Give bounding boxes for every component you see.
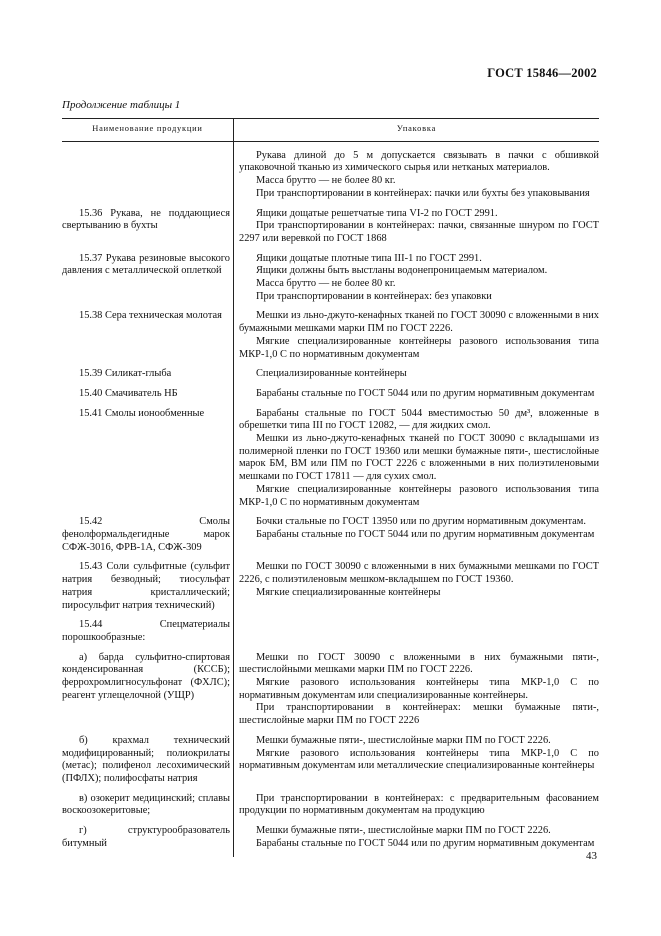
product-name-cell <box>62 208 234 253</box>
packaging-cell <box>234 208 600 253</box>
packaging-paragraph: Мешки из льно-джуто-кенафных тканей по ГОСТ 30090 с вложенными в них бумажными мешками марки ПМ по ГОСТ 2226. <box>239 310 599 335</box>
table-body <box>62 141 599 857</box>
packaging-cell <box>234 310 600 368</box>
product-name-text: 15.36 Рукава, не поддающиеся свертыванию в бухты <box>62 207 230 232</box>
product-name-text: 15.37 Рукава резиновые высокого давления с металлической оплеткой <box>62 252 230 277</box>
packaging-paragraph: Барабаны стальные по ГОСТ 5044 или по другим нормативным документам <box>256 528 595 540</box>
product-name-text: 15.39 Силикат-глыба <box>79 368 172 380</box>
packaging-paragraph: Ящики дощатые плотные типа III-1 по ГОСТ 2991. <box>256 252 482 264</box>
packaging-paragraph: Бочки стальные по ГОСТ 13950 или по другим нормативным документам. <box>256 516 586 528</box>
table-row <box>62 408 599 517</box>
product-name-text: 15.44 Спецматериалы порошкообразные: <box>62 619 230 643</box>
column-header-product: Наименование продукции <box>62 119 234 142</box>
packaging-paragraph: Специализированные контейнеры <box>256 368 407 380</box>
packaging-paragraph: Барабаны стальные по ГОСТ 5044 вместимостью 50 дм³, вложенные в обрешетки типа III по ГОСТ 12082, — для жидких смол. <box>239 407 599 432</box>
packaging-paragraph: Мешки бумажные пяти-, шестислойные марки ПМ по ГОСТ 2226. <box>256 734 551 746</box>
packaging-paragraph: Масса брутто — не более 80 кг. <box>256 278 396 290</box>
packaging-paragraph: Мешки по ГОСТ 30090 с вложенными в них бумажными пяти-, шестислойными мешками марки ПМ по ГОСТ 2226. <box>239 651 599 676</box>
product-name-cell <box>62 310 234 368</box>
standard-code: ГОСТ 15846—2002 <box>487 66 597 80</box>
product-name-cell <box>62 388 234 408</box>
packaging-paragraph: Барабаны стальные по ГОСТ 5044 или по другим нормативным документам <box>256 837 595 849</box>
table-row <box>62 735 599 793</box>
packaging-cell <box>234 619 600 651</box>
packaging-paragraph: Мягкие специализированные контейнеры разового использования типа МКР-1,0 С по нормативным документам <box>239 335 599 360</box>
table-row <box>62 368 599 388</box>
product-packaging-table <box>62 118 599 857</box>
packaging-cell <box>234 561 600 619</box>
packaging-cell <box>234 408 600 517</box>
table-row <box>62 208 599 253</box>
packaging-paragraph: При транспортировании в контейнерах: без упаковки <box>256 290 492 302</box>
product-name-cell <box>62 825 234 857</box>
table-row <box>62 388 599 408</box>
product-name-cell <box>62 652 234 735</box>
packaging-paragraph: Мягкие разового использования контейнеры типа МКР-1,0 С по нормативным документам или металлические специализированные контейнеры <box>239 747 599 772</box>
table-row <box>62 825 599 857</box>
product-name-text: в) озокерит медицинский; сплавы воскоозокеритовые; <box>62 792 230 817</box>
product-name-text: 15.38 Сера техническая молотая <box>79 310 222 322</box>
product-name-text: 15.40 Смачиватель НБ <box>79 387 178 399</box>
packaging-paragraph: Ящики должны быть выстланы водонепроницаемым материалом. <box>256 265 548 277</box>
packaging-paragraph: При транспортировании в контейнерах: пачки, связанные шнуром по ГОСТ 2297 или веревкой по ГОСТ 1868 <box>239 220 599 244</box>
product-name-cell <box>62 368 234 388</box>
packaging-paragraph: Мягкие разового использования контейнеры типа МКР-1,0 С по нормативным документам или специализированные контейнеры. <box>239 677 599 701</box>
table-row <box>62 141 599 207</box>
packaging-cell <box>234 825 600 857</box>
packaging-cell <box>234 388 600 408</box>
packaging-cell <box>234 516 600 561</box>
packaging-paragraph: Мешки по ГОСТ 30090 с вложенными в них бумажными мешками по ГОСТ 2226, с полиэтиленовым мешком-вкладышем по ГОСТ 19360. <box>239 561 599 586</box>
packaging-paragraph: Мешки бумажные пяти-, шестислойные марки ПМ по ГОСТ 2226. <box>256 825 551 837</box>
packaging-paragraph: Ящики дощатые решетчатые типа VI-2 по ГОСТ 2991. <box>256 207 498 219</box>
table-row <box>62 619 599 651</box>
product-name-cell <box>62 561 234 619</box>
packaging-cell <box>234 652 600 735</box>
table-row <box>62 516 599 561</box>
packaging-cell <box>234 253 600 311</box>
packaging-cell <box>234 368 600 388</box>
packaging-paragraph: Мешки из льно-джуто-кенафных тканей по ГОСТ 30090 с вкладышами из полимерной пленки по ГОСТ 19360 или мешки бумажные пяти-, шестислойные марок БМ, ВМ или ПМ по ГОСТ 2226 с вложенными в них полиэтиленовыми мешками по ГОСТ 17811 — для сухих смол. <box>239 433 599 483</box>
product-name-cell <box>62 735 234 793</box>
table-header-row <box>62 119 599 142</box>
table-row <box>62 652 599 735</box>
product-name-text: б) крахмал технический модифицированный; полиокрилаты (метас); полифенол лесохимический (ПФЛХ); полифосфаты натрия <box>62 734 230 784</box>
packaging-cell <box>234 141 600 207</box>
packaging-paragraph: Мягкие специализированные контейнеры разового использования типа МКР-1,0 С по нормативным документам <box>239 483 599 508</box>
packaging-paragraph: При транспортировании в контейнерах: с предварительным фасованием продукции по нормативным документам на продукцию <box>239 792 599 817</box>
table-row <box>62 561 599 619</box>
table-row <box>62 793 599 825</box>
packaging-paragraph: Масса брутто — не более 80 кг. <box>256 175 396 187</box>
product-name-text: 15.41 Смолы ионообменные <box>79 407 205 419</box>
product-name-text: 15.42 Смолы фенолформальдегидные марок СФЖ-3016, ФРВ-1А, СФЖ-309 <box>62 516 230 553</box>
product-name-text: г) структурообразователь битумный <box>62 825 230 849</box>
page-number: 43 <box>586 850 597 862</box>
product-name-cell <box>62 141 234 207</box>
product-name-cell <box>62 253 234 311</box>
product-name-text: 15.43 Соли сульфитные (сульфит натрия безводный; тиосульфат натрия кристаллический; пиросульфит натрия технический) <box>62 561 230 611</box>
packaging-paragraph: При транспортировании в контейнерах: мешки бумажные пяти-, шестислойные марки ПМ по ГОСТ 2226 <box>239 702 599 727</box>
packaging-paragraph: Барабаны стальные по ГОСТ 5044 или по другим нормативным документам <box>256 387 595 399</box>
column-header-packaging: Упаковка <box>234 119 600 142</box>
product-name-cell <box>62 619 234 651</box>
packaging-paragraph: Рукава длиной до 5 м допускается связывать в пачки с обшивкой упаковочной тканью из химического сырья или нетканых материалов. <box>239 149 599 174</box>
table-row <box>62 310 599 368</box>
packaging-cell <box>234 735 600 793</box>
table-row <box>62 253 599 311</box>
packaging-paragraph: При транспортировании в контейнерах: пачки или бухты без упаковывания <box>256 187 590 199</box>
table-continuation-caption: Продолжение таблицы 1 <box>62 99 181 111</box>
product-name-cell <box>62 516 234 561</box>
product-name-cell <box>62 408 234 517</box>
packaging-cell <box>234 793 600 825</box>
product-name-cell <box>62 793 234 825</box>
packaging-paragraph: Мягкие специализированные контейнеры <box>256 586 441 598</box>
product-name-text: а) барда сульфитно-спиртовая конденсированная (КССБ); феррохромлигносульфонат (ФХЛС); реагент углещелочной (УЩР) <box>62 651 230 701</box>
